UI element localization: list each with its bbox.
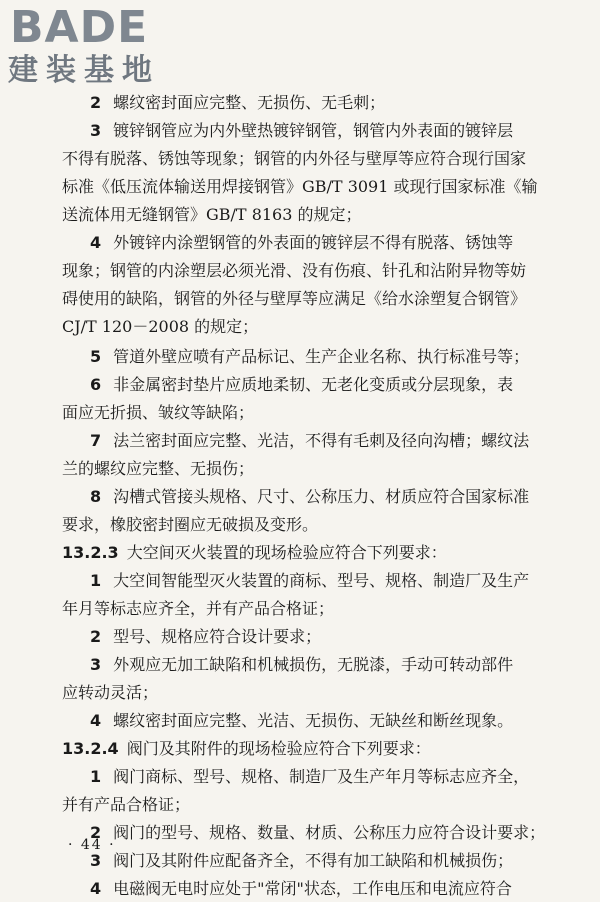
page-number: · 44 ·: [68, 837, 116, 853]
item-number: 7: [90, 431, 102, 450]
list-item: [90, 484, 600, 510]
item-text: 大空间智能型灭火装置的商标、型号、规格、制造厂及生产: [113, 571, 530, 590]
text-line: 不得有脱落、锈蚀等现象；钢管的内外径与壁厚等应符合现行国家: [62, 149, 527, 168]
item-text: 沟槽式管接头规格、尺寸、公称压力、材质应符合国家标准: [113, 487, 530, 506]
text-line: 兰的螺纹应完整、无损伤；: [62, 459, 255, 478]
text-line: 标准《低压流体输送用焊接钢管》GB/T 3091 或现行国家标准《输: [62, 177, 538, 196]
text-line: CJ/T 120－2008 的规定；: [62, 317, 259, 336]
list-item: [90, 876, 600, 902]
logo-subtitle: 建装基地: [8, 53, 160, 88]
item-text: 非金属密封垫片应质地柔韧、无老化变质或分层现象，表: [113, 375, 514, 394]
text-line: 送流体用无缝钢管》GB/T 8163 的规定；: [62, 205, 362, 224]
list-item: [90, 624, 600, 650]
text-line: 应转动灵活；: [62, 683, 159, 702]
item-number: 5: [90, 347, 102, 366]
item-text: 电磁阀无电时应处于"常闭"状态，工作电压和电流应符合: [113, 879, 512, 898]
list-item: [90, 568, 600, 594]
list-item: [90, 90, 600, 116]
list-item: [90, 764, 600, 790]
item-text: 螺纹密封面应完整、光洁、无损伤、无缺丝和断丝现象。: [113, 711, 514, 730]
logo-wordmark: BADE: [10, 2, 149, 53]
item-number: 1: [90, 767, 102, 786]
section-number: 13.2.3: [62, 543, 119, 562]
item-text: 阀门及其附件应配备齐全，不得有加工缺陷和机械损伤；: [113, 851, 514, 870]
text-line: 面应无折损、皱纹等缺陷；: [62, 403, 255, 422]
text-line: 并有产品合格证；: [62, 795, 191, 814]
item-text: 镀锌钢管应为内外壁热镀锌钢管，钢管内外表面的镀锌层: [113, 121, 514, 140]
text-line: 要求，橡胶密封圈应无破损及变形。: [62, 515, 319, 534]
item-number: 1: [90, 571, 102, 590]
text-line: 现象；钢管的内涂塑层必须光滑、没有伤痕、针孔和沾附异物等妨: [62, 261, 527, 280]
item-number: 3: [90, 121, 102, 140]
item-number: 3: [90, 655, 102, 674]
item-text: 阀门商标、型号、规格、制造厂及生产年月等标志应齐全，: [113, 767, 530, 786]
section-text: 大空间灭火装置的现场检验应符合下列要求：: [126, 543, 447, 562]
list-item: [90, 848, 600, 874]
list-item: [90, 230, 600, 256]
list-item: [90, 372, 600, 398]
item-number: 3: [90, 851, 102, 870]
item-text: 管道外壁应喷有产品标记、生产企业名称、执行标准号等；: [113, 347, 530, 366]
item-number: 4: [90, 233, 102, 252]
list-item: [90, 652, 600, 678]
section-heading: [62, 540, 600, 566]
list-item: [90, 820, 600, 846]
text-line: 年月等标志应齐全，并有产品合格证；: [62, 599, 335, 618]
item-text: 法兰密封面应完整、光洁，不得有毛刺及径向沟槽；螺纹法: [113, 431, 530, 450]
item-text: 阀门的型号、规格、数量、材质、公称压力应符合设计要求；: [113, 823, 546, 842]
item-number: 4: [90, 879, 102, 898]
item-text: 外观应无加工缺陷和机械损伤，无脱漆，手动可转动部件: [113, 655, 514, 674]
section-text: 阀门及其附件的现场检验应符合下列要求：: [126, 739, 431, 758]
item-number: 4: [90, 711, 102, 730]
logo: [8, 2, 178, 90]
text-line: 碍使用的缺陷，钢管的外径与壁厚等应满足《给水涂塑复合钢管》: [62, 289, 527, 308]
item-text: 型号、规格应符合设计要求；: [113, 627, 322, 646]
item-number: 6: [90, 375, 102, 394]
item-text: 螺纹密封面应完整、无损伤、无毛刺；: [113, 93, 386, 112]
section-heading: [62, 736, 600, 762]
list-item: [90, 344, 600, 370]
item-number: 2: [90, 93, 102, 112]
item-number: 2: [90, 823, 102, 842]
list-item: [90, 708, 600, 734]
list-item: [90, 428, 600, 454]
section-number: 13.2.4: [62, 739, 119, 758]
item-number: 2: [90, 627, 102, 646]
item-number: 8: [90, 487, 102, 506]
item-text: 外镀锌内涂塑钢管的外表面的镀锌层不得有脱落、锈蚀等: [113, 233, 514, 252]
list-item: [90, 118, 600, 144]
